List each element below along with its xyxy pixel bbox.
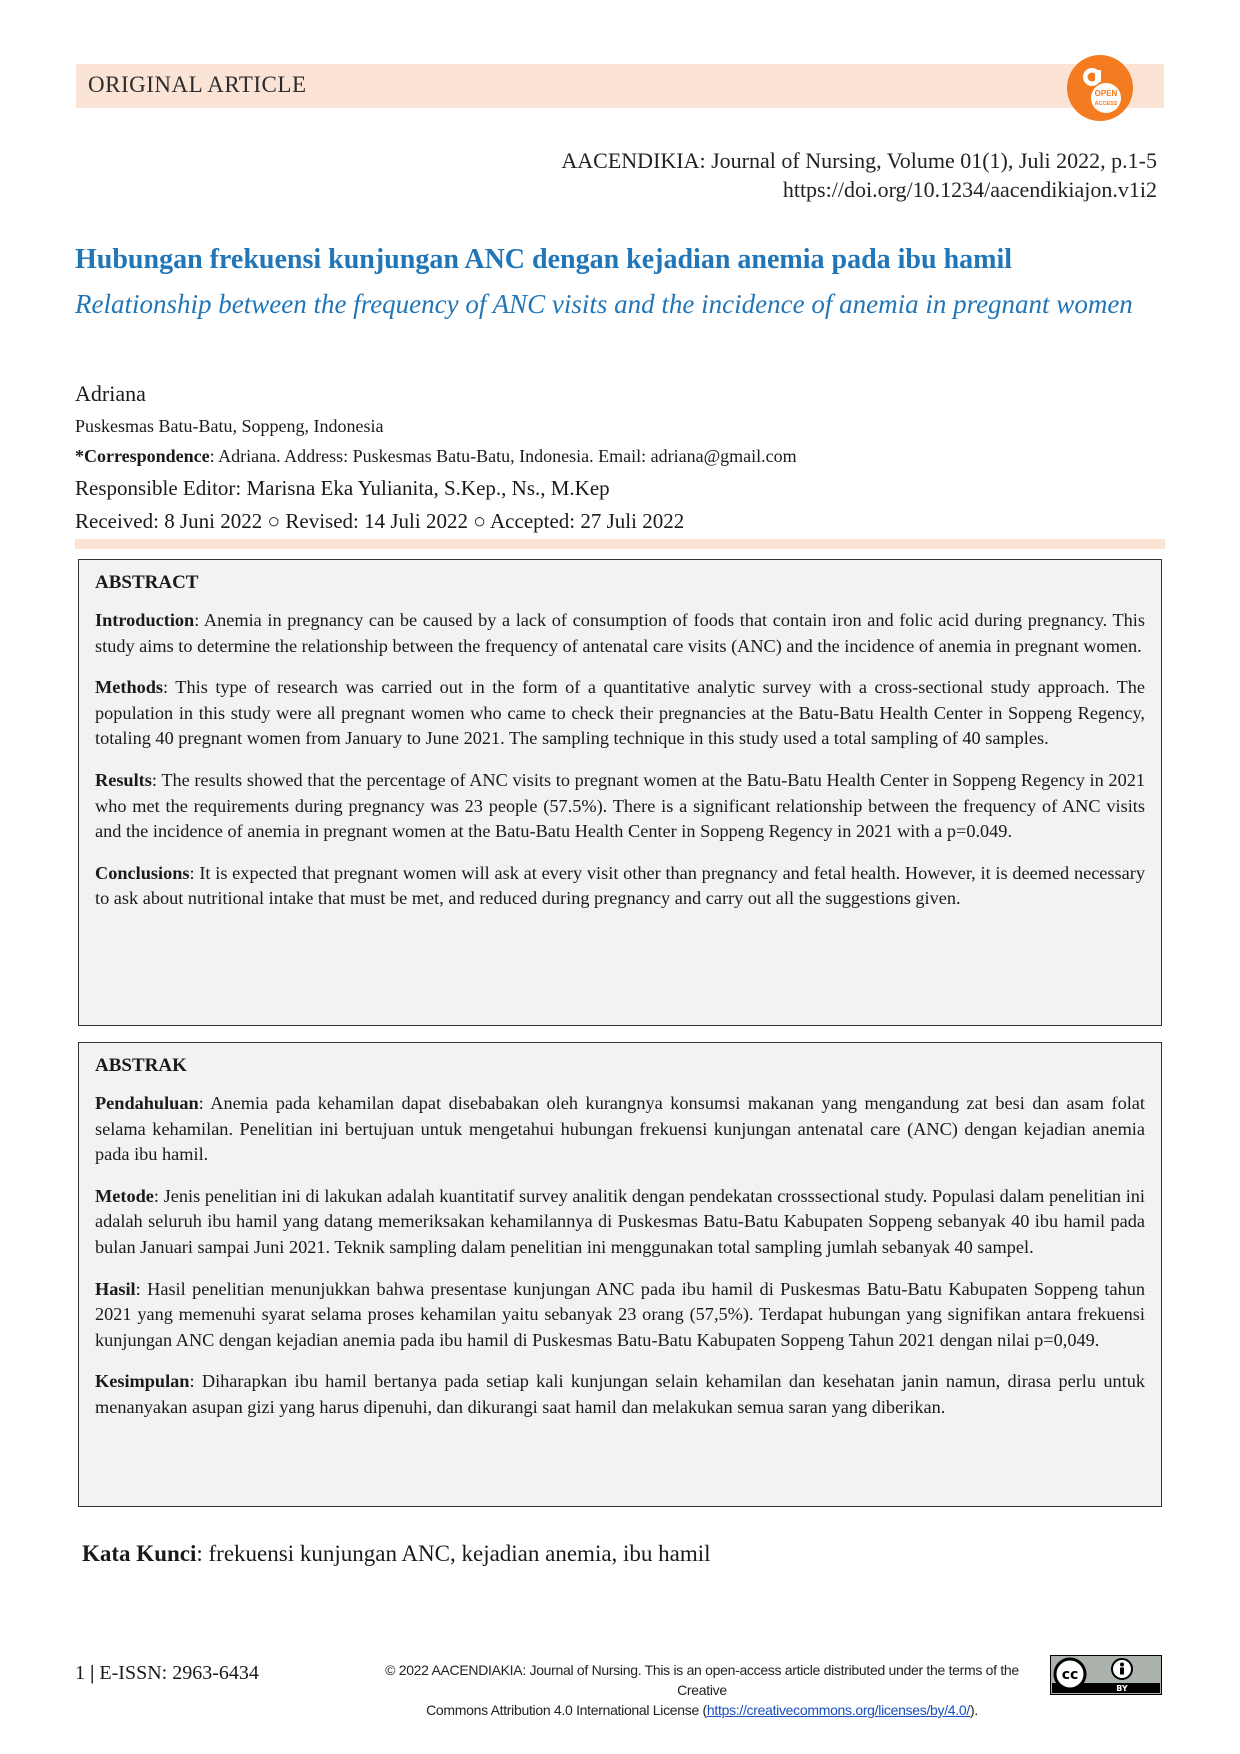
keywords <box>82 1541 711 1567</box>
doi-link[interactable]: https://doi.org/10.1234/aacendikiajon.v1i2 <box>782 177 1157 202</box>
responsible-editor: Responsible Editor: Marisna Eka Yulianita, S.Kep., Ns., M.Kep <box>75 476 610 500</box>
svg-text:cc: cc <box>1061 1667 1079 1683</box>
footer-issn <box>75 1662 259 1685</box>
title-indonesian: Hubungan frekuensi kunjungan ANC dengan kejadian anemia pada ibu hamil <box>75 244 1013 275</box>
section-text: : The results showed that the percentage of ANC visits to pregnant women at the Batu-Batu Health Center in Soppeng Regency in 2021 who met the requirements during pregnancy was 23 people (57.5%). There is a significant relationship between the frequency of ANC visits and the incidence of anemia in pregnant women at the Batu-Batu Health Center in Soppeng Regency in 2021 with a p=0.049. <box>95 769 1145 842</box>
svg-text:BY: BY <box>1116 1684 1128 1693</box>
section-text: : Jenis penelitian ini di lakukan adalah kuantitatif survey analitik dengan pendekatan crosssectional study. Populasi dalam penelitian ini adalah seluruh ibu hamil yang datang memeriksakan kehamilannya di Puskesmas Batu-Batu Kabupaten Soppeng sebanyak 40 ibu hamil pada bulan Januari sampai Juni 2021. Teknik sampling dalam penelitian ini menggunakan total sampling jumlah sebanyak 40 sampel. <box>95 1185 1145 1257</box>
abstrak-metode <box>95 1184 1145 1261</box>
section-label: Metode <box>95 1185 154 1206</box>
section-text: : Hasil penelitian menunjukkan bahwa presentase kunjungan ANC pada ibu hamil di Puskesmas Batu-Batu Kabupaten Soppeng tahun 2021 yang memenuhi syarat selama proses kehamilan yaitu sebanyak 23 orang (57,5%). Terdapat hubungan yang signifikan antara frekuensi kunjungan ANC dengan kejadian anemia pada ibu hamil di Puskesmas Batu-Batu Kabupaten Soppeng Tahun 2021 dengan nilai p=0,049. <box>95 1278 1145 1350</box>
section-label: Results <box>95 769 152 790</box>
footer-separator: | <box>90 1662 95 1684</box>
issn: E-ISSN: 2963-6434 <box>99 1662 259 1684</box>
svg-text:OPEN: OPEN <box>1094 89 1118 98</box>
section-text: : Anemia pada kehamilan dapat disebabakan oleh kurangnya konsumsi makanan yang mengandung zat besi dan asam folat selama kehamilan. Penelitian ini bertujuan untuk mengetahui hubungan frekuensi kunjungan antenatal care (ANC) dengan kejadian anemia pada ibu hamil. <box>95 1093 1145 1165</box>
title-english: Relationship between the frequency of ANC visits and the incidence of anemia in pregnant women <box>75 289 1133 319</box>
abstract-results <box>95 768 1145 845</box>
section-label: Kesimpulan <box>95 1371 190 1392</box>
correspondence-text: : Adriana. Address: Puskesmas Batu-Batu, Indonesia. Email: adriana@gmail.com <box>209 446 797 466</box>
cc-by-license-icon <box>1050 1655 1162 1695</box>
section-label: Methods <box>95 677 164 698</box>
abstract-methods <box>95 675 1145 752</box>
section-label: Conclusions <box>95 862 190 883</box>
article-type-label: ORIGINAL ARTICLE <box>88 72 307 97</box>
section-text: : It is expected that pregnant women will ask at every visit other than pregnancy and fetal health. However, it is deemed necessary to ask about nutritional intake that must be met, and reduced during pregnancy and carry out all the suggestions given. <box>95 862 1145 909</box>
abstrak-hasil <box>95 1277 1145 1354</box>
abstrak-heading: ABSTRAK <box>95 1055 187 1076</box>
abstrak-pendahuluan <box>95 1091 1145 1168</box>
keywords-text: : frekuensi kunjungan ANC, kejadian anemia, ibu hamil <box>196 1541 711 1566</box>
abstract-heading: ABSTRACT <box>95 572 199 593</box>
abstract-conclusions <box>95 861 1145 912</box>
license-text: Commons Attribution 4.0 International License ( <box>426 1702 707 1718</box>
section-label: Hasil <box>95 1278 136 1299</box>
journal-meta <box>561 146 1157 204</box>
copyright-line-1: © 2022 AACENDIAKIA: Journal of Nursing. This is an open-access article distributed under the terms of the Creative <box>385 1662 1019 1698</box>
copyright-notice <box>372 1660 1032 1720</box>
journal-citation: AACENDIKIA: Journal of Nursing, Volume 01(1), Juli 2022, p.1-5 <box>561 148 1157 173</box>
section-text: : Diharapkan ibu hamil bertanya pada setiap kali kunjungan selain kehamilan dan kesehatan janin namun, dirasa perlu untuk menanyakan asupan gizi yang harus dipenuhi, dan dikurangi saat hamil dan melakukan semua saran yang diberikan. <box>95 1371 1145 1417</box>
copyright-line-2 <box>372 1700 1032 1720</box>
abstract-introduction <box>95 608 1145 659</box>
license-link[interactable]: https://creativecommons.org/licenses/by/4.0/ <box>706 1702 970 1718</box>
author-name: Adriana <box>75 381 146 406</box>
abstract-indonesian-box <box>78 1042 1162 1507</box>
section-label: Introduction <box>95 610 195 630</box>
open-access-icon <box>1062 50 1138 126</box>
license-text-end: ). <box>969 1702 978 1718</box>
abstrak-kesimpulan <box>95 1369 1145 1420</box>
abstract-english-box <box>78 559 1162 1026</box>
correspondence <box>75 446 797 467</box>
section-text: : This type of research was carried out in the form of a quantitative analytic survey with a cross-sectional study approach. The population in this study were all pregnant women who came to check their pregnancies at the Batu-Batu Health Center in Soppeng Regency, totaling 40 pregnant women from January to June 2021. The sampling technique in this study used a total sampling of 40 samples. <box>95 677 1145 749</box>
section-divider <box>75 539 1165 549</box>
keywords-label: Kata Kunci <box>82 1541 197 1566</box>
section-text: : Anemia in pregnancy can be caused by a lack of consumption of foods that contain iron and folic acid during pregnancy. This study aims to determine the relationship between the frequency of antenatal care visits (ANC) and the incidence of anemia in pregnant women. <box>95 610 1145 656</box>
submission-dates: Received: 8 Juni 2022 ○ Revised: 14 Juli 2022 ○ Accepted: 27 Juli 2022 <box>75 509 685 533</box>
section-label: Pendahuluan <box>95 1093 199 1113</box>
author-affiliation: Puskesmas Batu-Batu, Soppeng, Indonesia <box>75 416 384 436</box>
correspondence-label: *Correspondence <box>75 446 210 466</box>
page-number: 1 <box>75 1662 85 1684</box>
svg-text:ACCESS: ACCESS <box>1094 101 1118 107</box>
